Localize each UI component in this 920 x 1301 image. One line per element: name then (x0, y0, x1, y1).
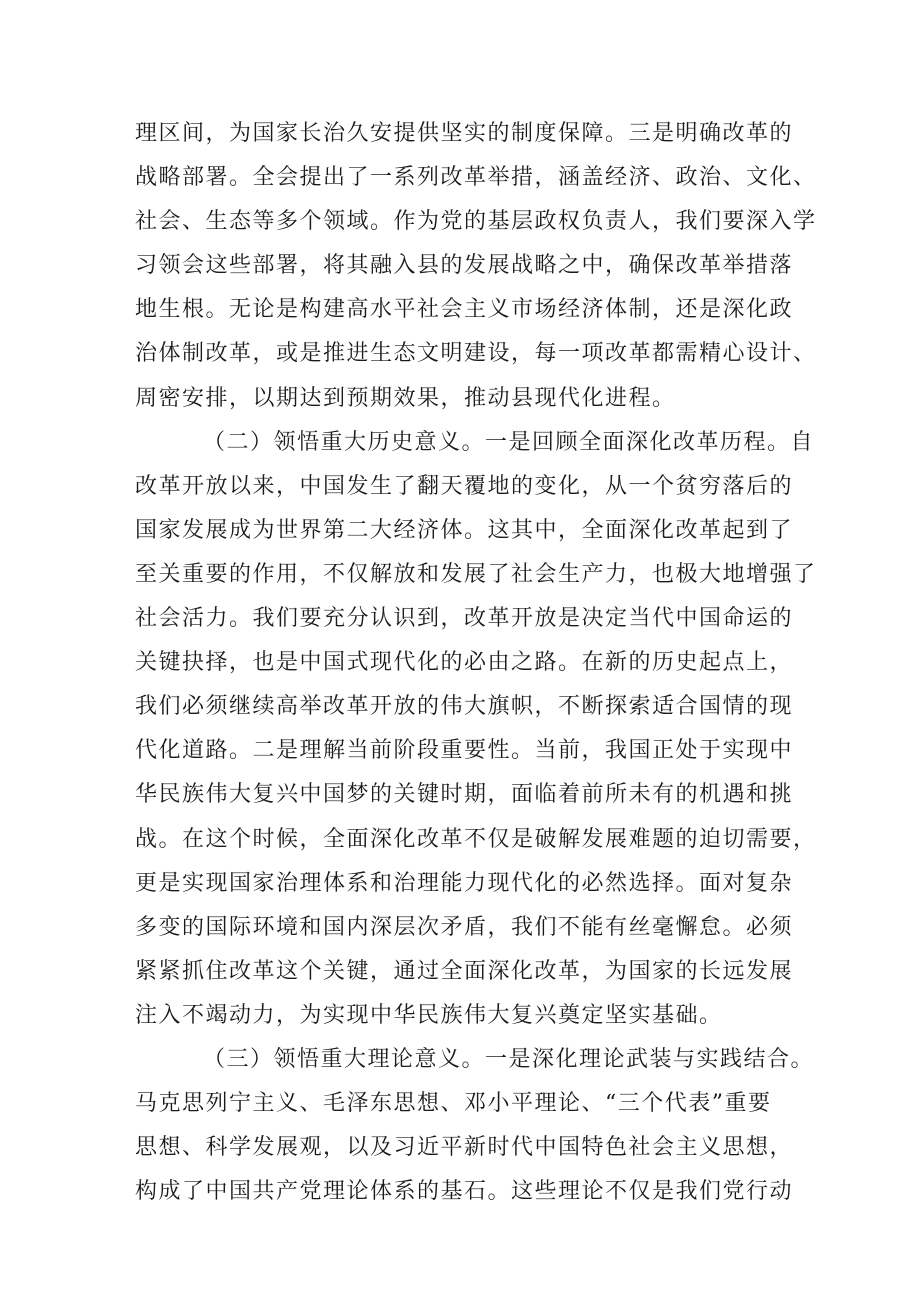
paragraph-heading-line: （三）领悟重大理论意义。一是深化理论武装与实践结合。 (203, 1046, 815, 1072)
text-line: 社会、生态等多个领域。作为党的基层政权负责人，我们要深入学 (135, 209, 817, 235)
text-line: 华民族伟大复兴中国梦的关键时期，面临着前所未有的机遇和挑 (135, 782, 794, 808)
text-line: 代化道路。二是理解当前阶段重要性。当前，我国正处于实现中 (135, 738, 794, 764)
text-line: 马克思列宁主义、毛泽东思想、邓小平理论、“三个代表”重要 (135, 1091, 772, 1117)
text-line: 治体制改革，或是推进生态文明建设，每一项改革都需精心设计、 (135, 341, 817, 367)
text-line: 紧紧抓住改革这个关键，通过全面深化改革，为国家的长远发展 (135, 958, 794, 984)
text-line: 更是实现国家治理体系和治理能力现代化的必然选择。面对复杂 (135, 870, 794, 896)
text-line: 至关重要的作用，不仅解放和发展了社会生产力，也极大地增强了 (135, 561, 817, 587)
document-body (135, 112, 817, 1214)
text-line: 周密安排，以期达到预期效果，推动县现代化进程。 (135, 385, 676, 411)
text-line: 思想、科学发展观，以及习近平新时代中国特色社会主义思想， (135, 1135, 794, 1161)
text-line: 战。在这个时候，全面深化改革不仅是破解发展难题的迫切需要， (135, 826, 817, 852)
text-line: 习领会这些部署，将其融入县的发展战略之中，确保改革举措落 (135, 253, 794, 279)
text-line: 我们必须继续高举改革开放的伟大旗帜，不断探索适合国情的现 (135, 694, 794, 720)
text-line: 社会活力。我们要充分认识到，改革开放是决定当代中国命运的 (135, 606, 794, 632)
text-line: 理区间，为国家长治久安提供坚实的制度保障。三是明确改革的 (135, 121, 794, 146)
text-line: 战略部署。全会提出了一系列改革举措，涵盖经济、政治、文化、 (135, 165, 817, 191)
paragraph-heading-line: （二）领悟重大历史意义。一是回顾全面深化改革历程。自 (203, 429, 815, 455)
text-line: 国家发展成为世界第二大经济体。这其中，全面深化改革起到了 (135, 517, 794, 543)
text-line: 多变的国际环境和国内深层次矛盾，我们不能有丝毫懈怠。必须 (135, 914, 794, 940)
text-line: 注入不竭动力，为实现中华民族伟大复兴奠定坚实基础。 (135, 1002, 723, 1028)
text-line: 地生根。无论是构建高水平社会主义市场经济体制，还是深化政 (135, 297, 794, 323)
text-line: 改革开放以来，中国发生了翻天覆地的变化，从一个贫穷落后的 (135, 473, 794, 499)
text-line: 构成了中国共产党理论体系的基石。这些理论不仅是我们党行动 (135, 1179, 794, 1205)
text-line: 关键抉择，也是中国式现代化的必由之路。在新的历史起点上， (135, 650, 794, 676)
